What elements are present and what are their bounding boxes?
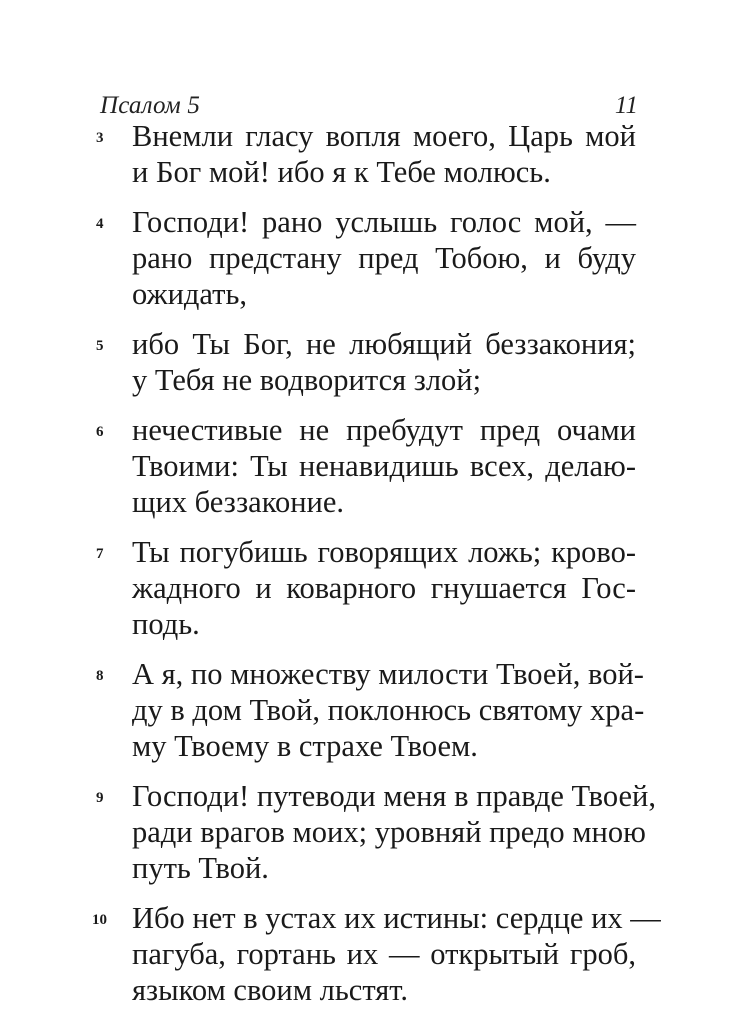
verse	[96, 412, 636, 520]
verse-number: 9	[96, 790, 104, 806]
verse-line: Господи! рано услышь голос мой, —	[132, 205, 636, 239]
verse	[96, 204, 636, 312]
verse-number: 10	[92, 912, 107, 928]
verse	[96, 534, 636, 642]
verse-line: подь.	[132, 607, 200, 641]
verse-line: Твоими: Ты ненавидишь всех, делаю-	[132, 449, 636, 483]
verse-line: жадного и коварного гнушается Гос-	[132, 571, 636, 605]
verse-line: нечестивые не пребудут пред очами	[132, 413, 636, 447]
verse-number: 3	[96, 130, 104, 146]
verse	[96, 118, 636, 190]
verse-line: у Тебя не водворится злой;	[132, 363, 482, 397]
verse-number: 4	[96, 216, 104, 232]
verse	[92, 900, 661, 1008]
verse-line: пагуба, гортань их — открытый гроб,	[132, 937, 636, 971]
verse-line: Внемли гласу вопля моего, Царь мой	[132, 119, 636, 153]
verse-line: ду в дом Твой, поклонюсь святому хра-	[132, 693, 645, 727]
psalm-text	[92, 118, 661, 1022]
page-number: 11	[614, 92, 638, 119]
verse-line: Господи! путеводи меня в правде Твоей,	[132, 779, 656, 813]
verse-line: ради врагов моих; уровняй предо мною	[132, 815, 646, 849]
verse-line: и Бог мой! ибо я к Тебе молюсь.	[132, 155, 551, 189]
verse-line: му Твоему в страхе Твоем.	[132, 729, 478, 763]
verse-line: А я, по множеству милости Твоей, вой-	[132, 657, 644, 691]
verse-line: Ибо нет в устах их истины: сердце их —	[132, 901, 661, 935]
verse	[96, 656, 645, 764]
verse-number: 6	[96, 424, 104, 440]
verse-line: ожидать,	[132, 277, 248, 311]
verse-number: 5	[96, 338, 104, 354]
verse-number: 7	[96, 546, 104, 562]
verse	[96, 326, 636, 398]
verse-line: Ты погубишь говорящих ложь; крово-	[132, 535, 636, 569]
verse	[96, 778, 656, 886]
verse-number: 8	[96, 668, 104, 684]
psalm-title: Псалом 5	[100, 92, 201, 119]
verse-line: рано предстану пред Тобою, и буду	[132, 241, 636, 275]
verse-line: ибо Ты Бог, не любящий беззакония;	[132, 327, 636, 361]
verse-line: языком своим льстят.	[132, 973, 408, 1007]
verse-line: щих беззаконие.	[132, 485, 345, 519]
verse-line: путь Твой.	[132, 851, 269, 885]
